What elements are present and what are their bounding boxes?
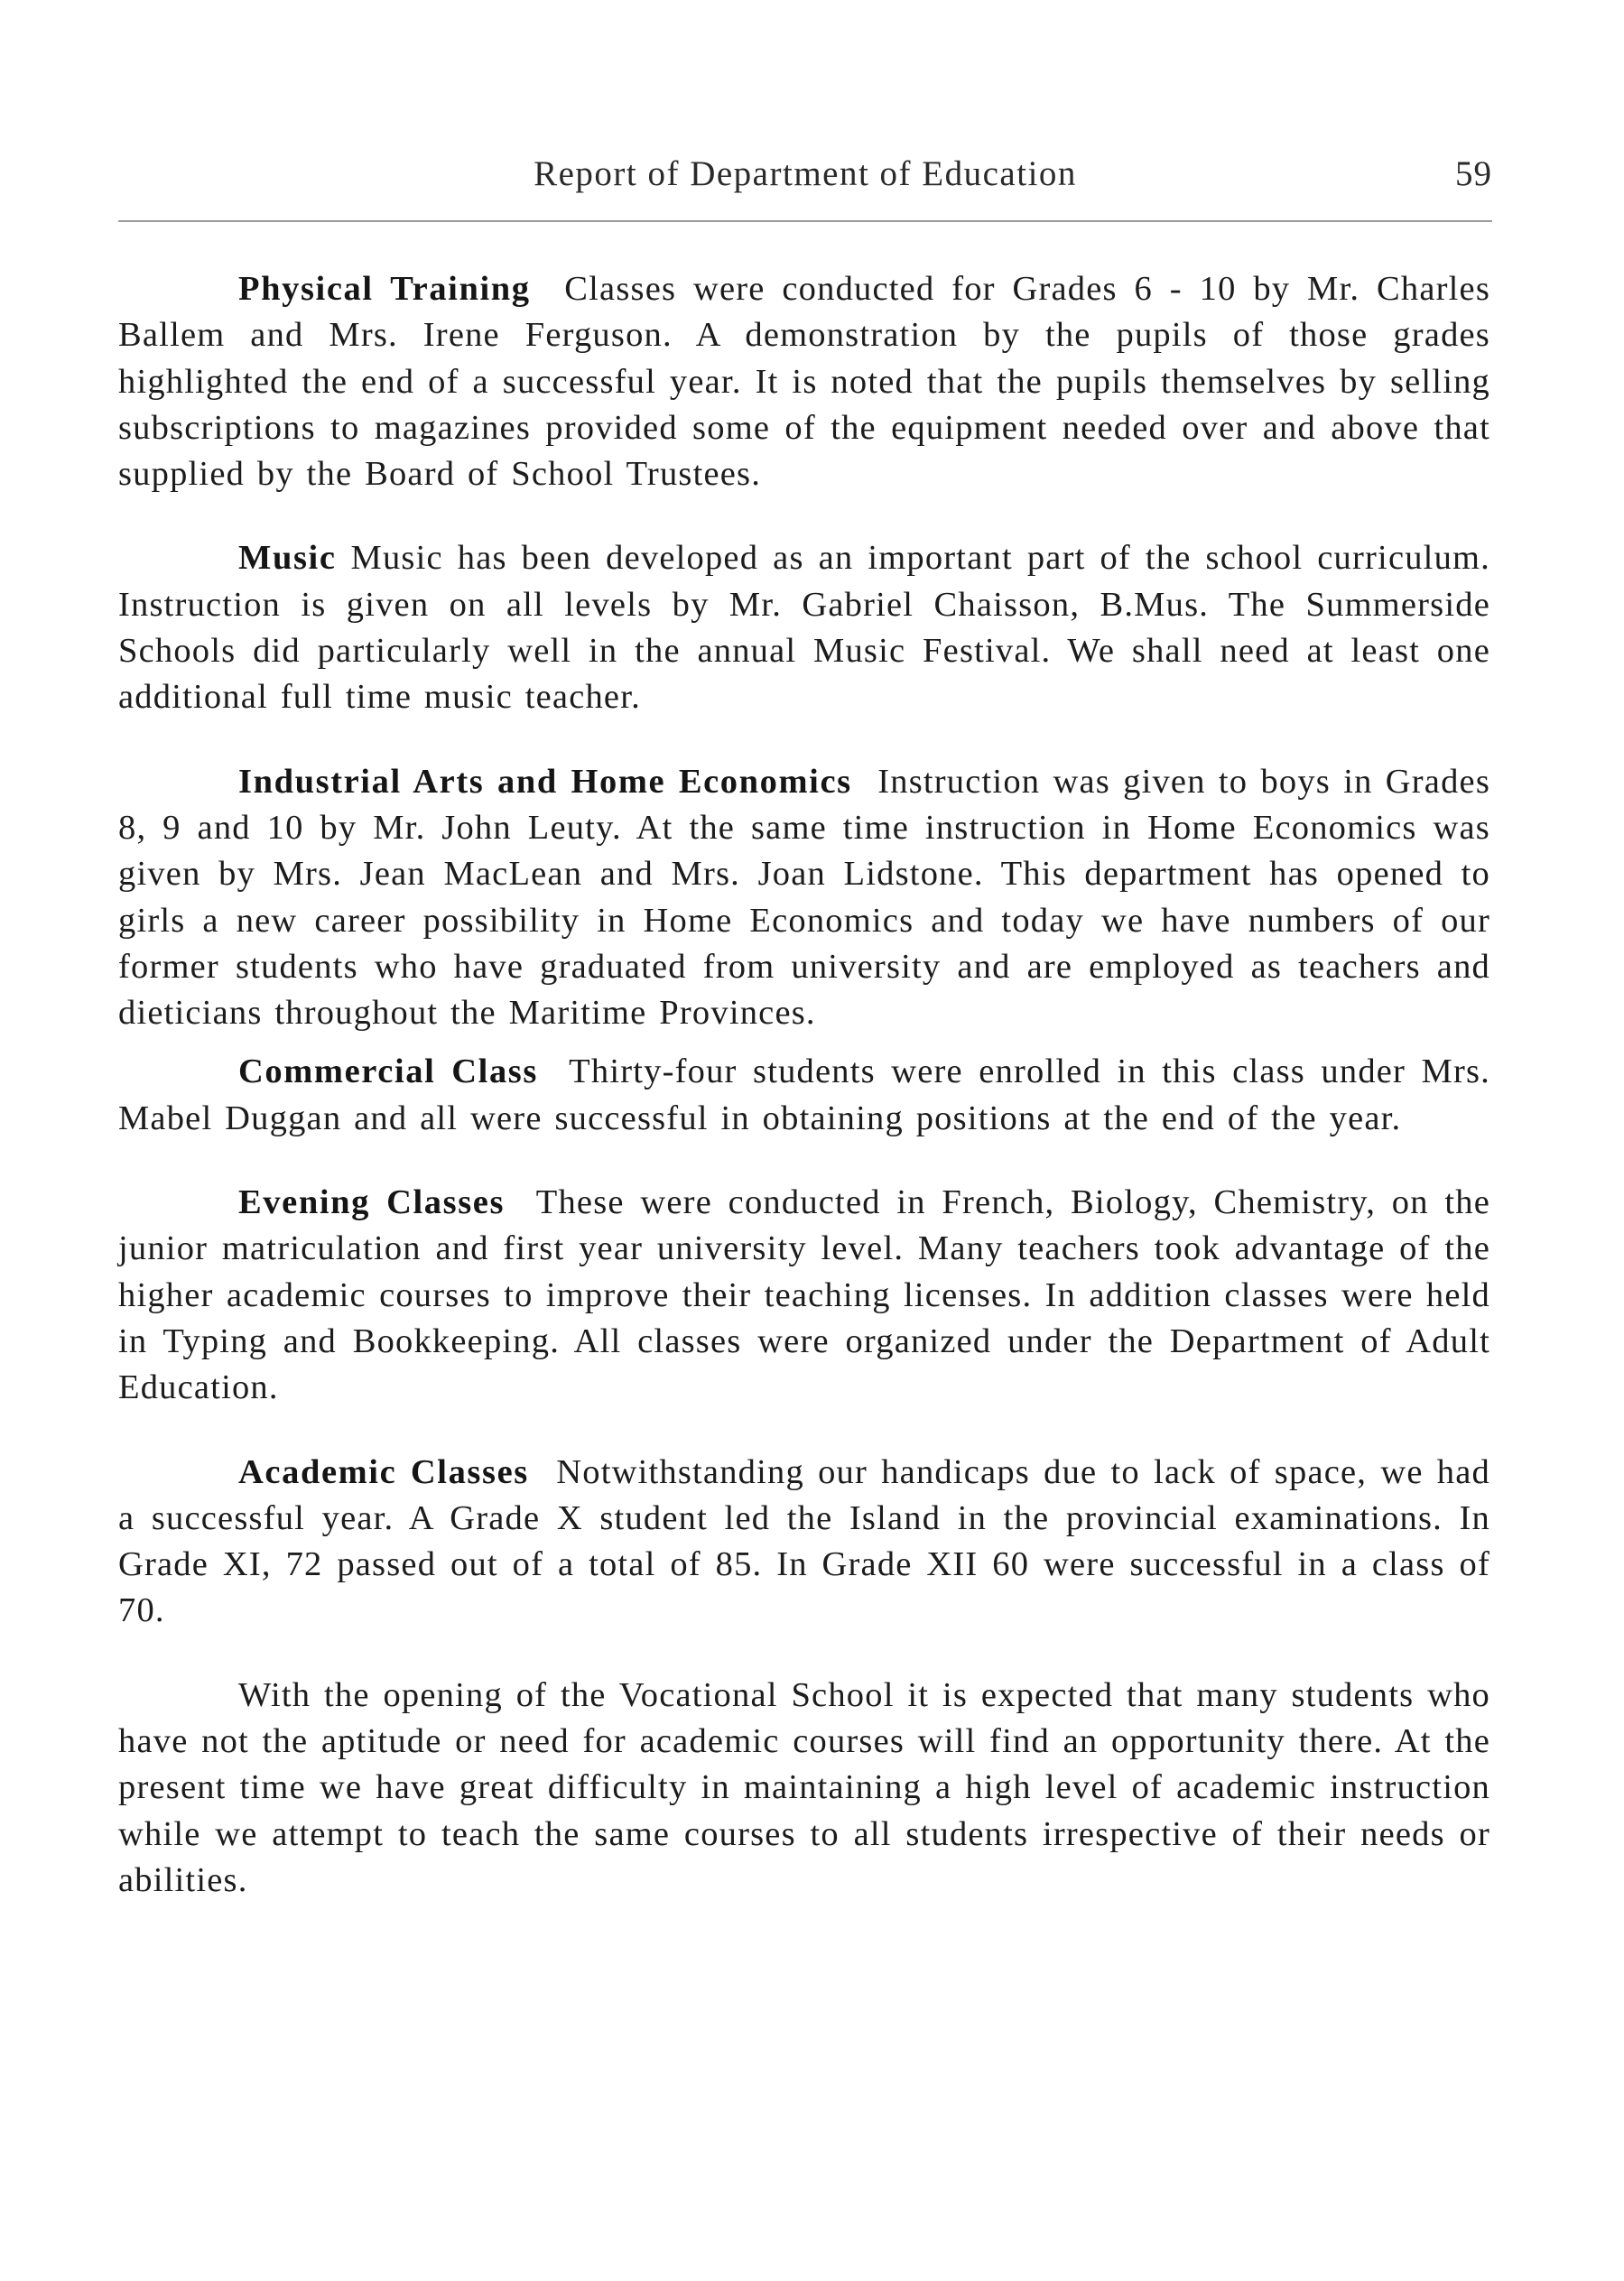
paragraph-text: Instruction was given to boys in Grades 8, 9 and 10 by Mr. John Leuty. At the same time instruction in Home Economics was given by Mrs. Jean MacLean and Mrs. Joan Lidstone. This department has opened to girls a new career possibility in Home Economics and today we have numbers of our former students who have graduated from university and are employed as teachers and dieticians throughout the Maritime Provinces. — [118, 762, 1491, 1033]
body-text — [118, 266, 1490, 1904]
paragraph-text: Thirty-four students were enrolled in this class under Mrs. Mabel Duggan and all were successful in obtaining positions at the end of the year. — [118, 1052, 1490, 1137]
paragraph-heading: Industrial Arts and Home Economics — [238, 762, 852, 801]
paragraph-text: These were conducted in French, Biology, Chemistry, on the junior matriculation and first year university level. Many teachers took advantage of the higher academic courses to improve their teaching licenses. In addition classes were held in Typing and Bookkeeping. All classes were organized under the Department of Adult Education. — [118, 1183, 1490, 1407]
header-rule — [118, 220, 1492, 222]
paragraph-text: Notwithstanding our handicaps due to lack of space, we had a successful year. A Grade X student led the Island in the provincial examinations. In Grade XI, 72 passed out of a total of 85. In Grade XII 60 were successful in a class of 70. — [118, 1452, 1490, 1630]
paragraph-evening-classes — [118, 1180, 1490, 1411]
paragraph-vocational-school — [118, 1673, 1490, 1904]
paragraph-heading: Physical Training — [238, 270, 531, 308]
page-number: 59 — [1455, 154, 1492, 193]
paragraph-text: Music has been developed as an important part of the school curriculum. Instruction is given on all levels by Mr. Gabriel Chaisson, B.Mus. The Summerside Schools did particularly well in the annual Music Festival. We shall need at least one additional full time music teacher. — [118, 539, 1490, 717]
header-title: Report of Department of Education — [534, 154, 1077, 193]
paragraph-text: Classes were conducted for Grades 6 - 10 by Mr. Charles Ballem and Mrs. Irene Ferguson. A demonstration by the pupils of those grades highlighted the end of a successful year. It is noted that the pupils themselves by selling subscriptions to magazines provided some of the equipment needed over and above that supplied by the Board of School Trustees. — [118, 270, 1491, 494]
paragraph-heading: Academic Classes — [238, 1452, 529, 1491]
paragraph-music — [118, 535, 1490, 720]
paragraph-academic-classes — [118, 1450, 1490, 1635]
paragraph-commercial-class — [118, 1049, 1490, 1142]
paragraph-text: With the opening of the Vocational School it is expected that many students who have not the aptitude or need for academic courses will find an opportunity there. At the present time we have great difficulty in maintaining a high level of academic instruction while we attempt to teach the same courses to all students irrespective of their needs or abilities. — [118, 1675, 1490, 1899]
paragraph-heading: Music — [238, 539, 337, 578]
paragraph-heading: Commercial Class — [238, 1052, 538, 1091]
paragraph-physical-training — [118, 266, 1490, 497]
running-header — [118, 153, 1492, 208]
paragraph-heading: Evening Classes — [238, 1183, 506, 1222]
paragraph-industrial-arts — [118, 759, 1490, 1037]
